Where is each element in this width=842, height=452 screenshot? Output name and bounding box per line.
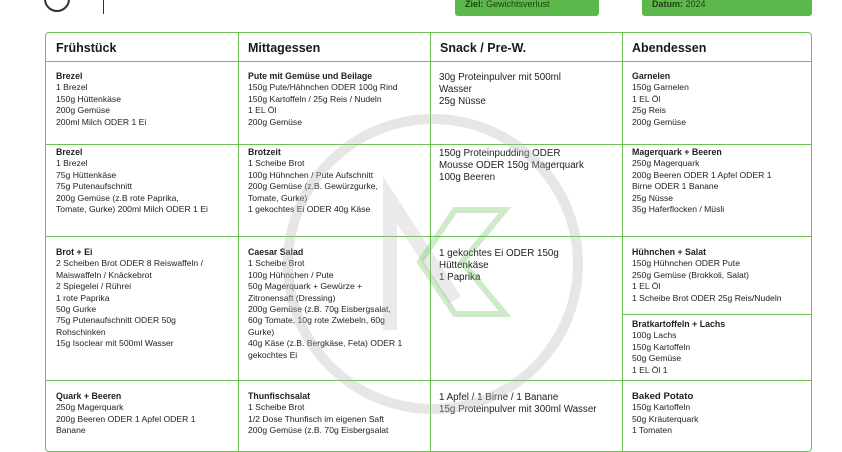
meal-title: Brot + Ei (56, 247, 93, 257)
meal-line: 150g Hühnchen ODER Pute (632, 258, 740, 269)
snack-line: Hüttenkäse (439, 259, 489, 271)
meal-line: 200g Gemüse (z.B. 70g Eisbergsalat (248, 425, 389, 436)
meal-line: 75g Putenaufschnitt ODER 50g (56, 315, 176, 326)
meal-line: 35g Haferflocken / Müsli (632, 204, 725, 215)
meal-line: 100g Hühnchen / Pute (248, 269, 334, 280)
meal-line: Tomate, Gurke) (248, 192, 308, 203)
meal-line: 1 EL Öl (632, 281, 661, 292)
top-bar (0, 0, 842, 20)
meal-line: 200g Beeren ODER 1 Apfel ODER 1 (632, 169, 772, 180)
goal-label: Ziel: (465, 0, 484, 9)
meal-line: 1 EL Öl 1 (632, 364, 668, 375)
meal-cell (622, 71, 812, 128)
meal-line: 150g Pute/Hähnchen ODER 100g Rind (248, 82, 398, 93)
meal-line: 1 gekochtes Ei ODER 40g Käse (248, 204, 371, 215)
meal-line: 250g Gemüse (Brokkoli, Salat) (632, 269, 750, 280)
snack-cell (430, 148, 622, 183)
meal-title: Bratkartoffeln + Lachs (632, 319, 726, 329)
meal-line: 50g Magerquark + Gewürze + (248, 281, 363, 292)
meal-plan-table (45, 32, 812, 452)
meal-title: Brezel (56, 71, 83, 81)
meal-line: 40g Käse (z.B. Bergkäse, Feta) ODER 1 (248, 338, 403, 349)
meal-line: 100g Lachs (632, 330, 677, 341)
meal-line: Banane (56, 425, 86, 436)
snack-line: 25g Nüsse (439, 95, 486, 107)
meal-cell (622, 319, 812, 376)
row-divider (46, 380, 812, 381)
meal-line: 150g Kartoffeln (632, 341, 691, 352)
meal-line: 150g Kartoffeln (632, 402, 691, 413)
table-header-row (46, 33, 811, 62)
meal-line: 200g Gemüse (248, 116, 302, 127)
snack-line: 30g Proteinpulver mit 500ml (439, 72, 561, 83)
meal-line: Rohschinken (56, 326, 106, 337)
meal-line: 200g Gemüse (632, 116, 686, 127)
meal-line: 200g Gemüse (z.B. 70g Eisbergsalat, (248, 304, 391, 315)
meal-line: 1 Scheibe Brot ODER 25g Reis/Nudeln (632, 292, 782, 303)
meal-title: Quark + Beeren (56, 391, 122, 401)
meal-line: 200g Gemüse (z.B rote Paprika, (56, 192, 179, 203)
meal-line: 1 EL Öl (248, 105, 277, 116)
meal-title: Caesar Salad (248, 247, 304, 257)
meal-line: 25g Nüsse (632, 192, 674, 203)
logo-divider (103, 0, 104, 14)
meal-line: 250g Magerquark (632, 158, 700, 169)
meal-line: 1 Scheibe Brot (248, 402, 305, 413)
meal-title: Brezel (56, 147, 83, 157)
meal-line: 1 EL Öl (632, 93, 661, 104)
meal-line: 50g Gurke (56, 304, 97, 315)
meal-line: 200ml Milch ODER 1 Ei (56, 116, 147, 127)
meal-cell (46, 391, 238, 437)
meal-line: Maiswaffeln / Knäckebrot (56, 269, 152, 280)
meal-line: 2 Scheiben Brot ODER 8 Reiswaffeln / (56, 258, 203, 269)
snack-line: 150g Proteinpudding ODER (439, 148, 561, 159)
meal-line: 1 Brezel (56, 158, 88, 169)
snack-line: 1 Apfel / 1 Birne / 1 Banane (439, 392, 559, 403)
logo-icon (44, 0, 70, 12)
snack-line: 100g Beeren (439, 171, 496, 183)
goal-badge (455, 0, 599, 16)
meal-title: Pute mit Gemüse und Beilage (248, 71, 373, 81)
meal-title: Brotzeit (248, 147, 281, 157)
meal-line: 150g Hüttenkäse (56, 93, 121, 104)
meal-line: 50g Gemüse (632, 353, 682, 364)
meal-cell (46, 71, 238, 128)
date-badge (642, 0, 812, 16)
meal-line: 1 Tomaten (632, 425, 672, 436)
meal-line: 15g Isoclear mit 500ml Wasser (56, 338, 174, 349)
row-divider (46, 144, 812, 145)
meal-title: Hühnchen + Salat (632, 247, 707, 257)
column-header-lunch: Mittagessen (248, 41, 321, 55)
meal-cell (238, 147, 430, 215)
meal-line: Zitronensaft (Dressing) (248, 292, 336, 303)
snack-cell (430, 392, 622, 416)
meal-line: 25g Reis (632, 105, 666, 116)
meal-line: 1 Scheibe Brot (248, 158, 305, 169)
meal-line: 200g Gemüse (z.B. Gewürzgurke, (248, 181, 378, 192)
meal-line: 100g Hühnchen / Pute Aufschnitt (248, 169, 374, 180)
meal-line: 150g Kartoffeln / 25g Reis / Nudeln (248, 93, 382, 104)
meal-cell (46, 247, 238, 350)
meal-line: 50g Kräuterquark (632, 413, 699, 424)
row-divider (46, 236, 812, 237)
meal-line: 200g Beeren ODER 1 Apfel ODER 1 (56, 413, 196, 424)
snack-line: 1 gekochtes Ei ODER 150g (439, 248, 559, 259)
meal-cell (238, 247, 430, 361)
meal-line: 250g Magerquark (56, 402, 124, 413)
date-value: 2024 (685, 0, 706, 9)
meal-cell (238, 391, 430, 437)
snack-line: 15g Proteinpulver mit 300ml Wasser (439, 403, 597, 415)
goal-value: Gewichtsverlust (486, 0, 550, 9)
meal-line: 75g Putenaufschnitt (56, 181, 132, 192)
meal-title: Baked Potato (632, 391, 694, 402)
snack-cell (430, 248, 622, 283)
meal-cell (622, 391, 812, 437)
meal-title: Thunfischsalat (248, 391, 311, 401)
meal-cell (622, 147, 812, 215)
meal-line: Gurke) (248, 326, 275, 337)
meal-line: 1 Brezel (56, 82, 88, 93)
meal-line: gekochtes Ei (248, 349, 298, 360)
column-header-dinner: Abendessen (632, 41, 707, 55)
meal-line: 75g Hüttenkäse (56, 169, 117, 180)
meal-line: 1 Scheibe Brot (248, 258, 305, 269)
meal-line: 60g Tomate, 10g rote Zwiebeln, 60g (248, 315, 385, 326)
column-header-snack: Snack / Pre-W. (440, 41, 527, 55)
meal-cell (46, 147, 238, 215)
meal-cell (622, 247, 812, 304)
meal-line: 1/2 Dose Thunfisch im eigenen Saft (248, 413, 384, 424)
meal-line: 1 rote Paprika (56, 292, 110, 303)
meal-title: Magerquark + Beeren (632, 147, 722, 157)
snack-line: Wasser (439, 83, 472, 95)
meal-line: 200g Gemüse (56, 105, 110, 116)
meal-line: 2 Spiegelei / Rührei (56, 281, 132, 292)
column-header-breakfast: Frühstück (56, 41, 117, 55)
meal-cell (238, 71, 430, 128)
date-label: Datum: (652, 0, 683, 9)
snack-line: Mousse ODER 150g Magerquark (439, 159, 584, 171)
meal-title: Garnelen (632, 71, 671, 81)
snack-cell (430, 72, 622, 107)
meal-line: Birne ODER 1 Banane (632, 181, 719, 192)
meal-line: Tomate, Gurke) 200ml Milch ODER 1 Ei (56, 204, 208, 215)
snack-line: 1 Paprika (439, 271, 481, 283)
meal-line: 150g Garnelen (632, 82, 689, 93)
row-divider (622, 314, 812, 315)
